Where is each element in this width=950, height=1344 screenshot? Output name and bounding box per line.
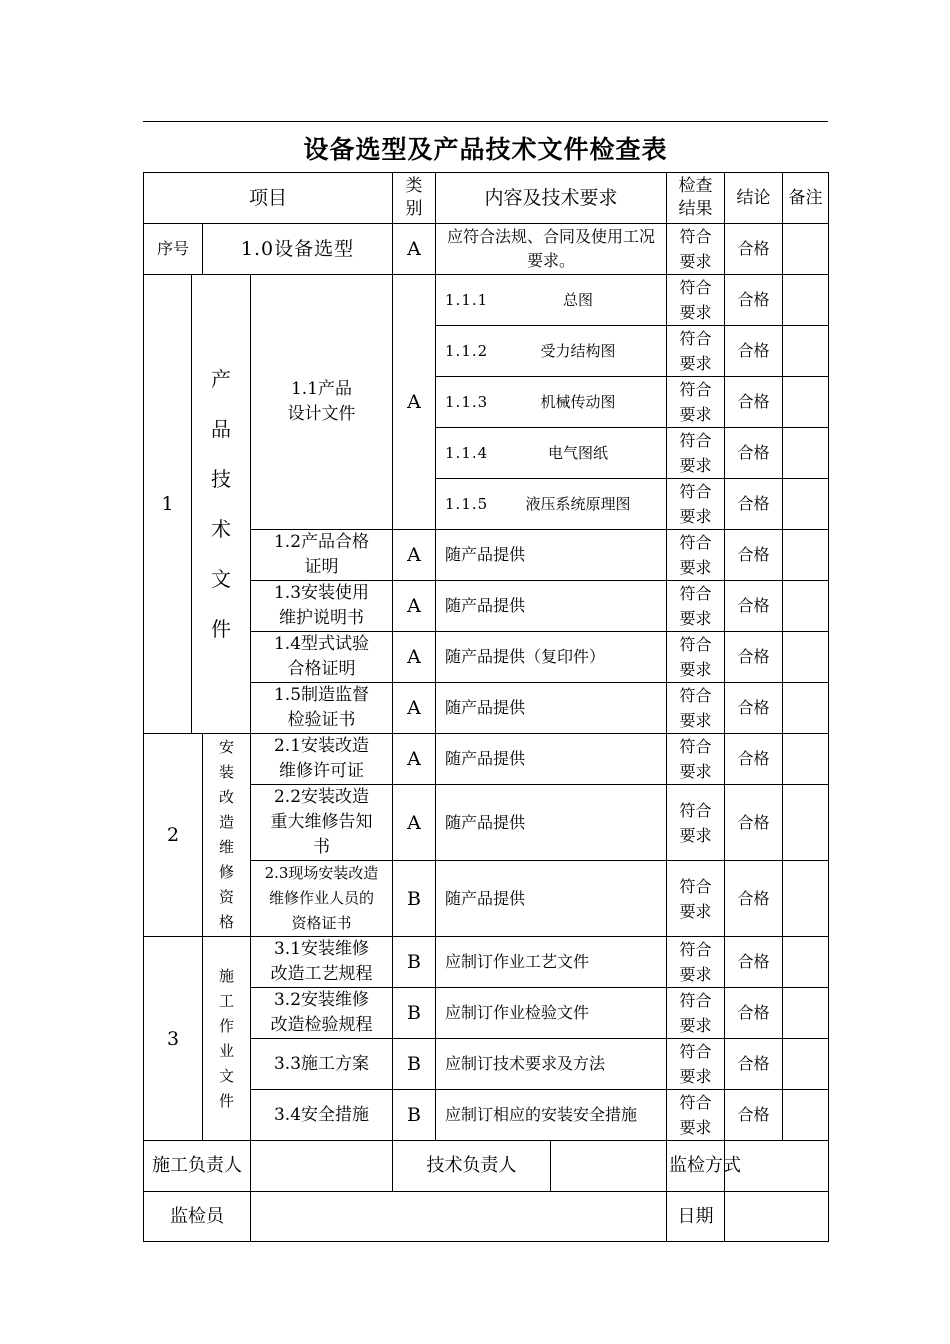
category-cell: A bbox=[393, 785, 436, 861]
category-cell: A bbox=[393, 530, 436, 581]
content-cell: 随产品提供 bbox=[436, 530, 667, 581]
item-name: 3.1安装维修改造工艺规程 bbox=[251, 937, 393, 988]
result-cell: 符合要求 bbox=[667, 326, 725, 377]
conclusion-cell: 合格 bbox=[725, 224, 783, 275]
content-cell: 随产品提供 bbox=[436, 861, 667, 937]
result-cell: 符合要求 bbox=[667, 734, 725, 785]
conclusion-cell: 合格 bbox=[725, 275, 783, 326]
remark-cell[interactable] bbox=[783, 275, 829, 326]
conclusion-cell: 合格 bbox=[725, 683, 783, 734]
header-category: 类别 bbox=[393, 173, 436, 224]
result-cell: 符合要求 bbox=[667, 479, 725, 530]
category-cell: A bbox=[393, 224, 436, 275]
item-name: 1.0设备选型 bbox=[203, 224, 393, 275]
technical-lead-label: 技术负责人 bbox=[393, 1141, 551, 1192]
remark-cell[interactable] bbox=[783, 683, 829, 734]
signature-row bbox=[144, 1141, 829, 1192]
item-name: 1.1产品设计文件 bbox=[251, 275, 393, 530]
content-cell: 应制订技术要求及方法 bbox=[436, 1039, 667, 1090]
group-name: 施工作业文件 bbox=[203, 937, 251, 1141]
result-cell: 符合要求 bbox=[667, 937, 725, 988]
content-cell: 随产品提供 bbox=[436, 581, 667, 632]
remark-cell[interactable] bbox=[783, 1090, 829, 1141]
result-cell: 符合要求 bbox=[667, 530, 725, 581]
date-label: 日期 bbox=[667, 1192, 725, 1242]
item-name: 2.1安装改造维修许可证 bbox=[251, 734, 393, 785]
remark-cell[interactable] bbox=[783, 632, 829, 683]
remark-cell[interactable] bbox=[783, 988, 829, 1039]
item-name: 2.2安装改造重大维修告知书 bbox=[251, 785, 393, 861]
conclusion-cell: 合格 bbox=[725, 734, 783, 785]
inspection-method-label: 监检方式 bbox=[667, 1141, 725, 1192]
result-cell: 符合要求 bbox=[667, 988, 725, 1039]
header-result: 检查结果 bbox=[667, 173, 725, 224]
table-row bbox=[144, 734, 829, 785]
table-row bbox=[144, 275, 829, 326]
category-cell: B bbox=[393, 1039, 436, 1090]
seq-label: 序号 bbox=[144, 224, 203, 275]
remark-cell[interactable] bbox=[783, 937, 829, 988]
remark-cell[interactable] bbox=[783, 581, 829, 632]
result-cell: 符合要求 bbox=[667, 1039, 725, 1090]
conclusion-cell: 合格 bbox=[725, 937, 783, 988]
conclusion-cell: 合格 bbox=[725, 479, 783, 530]
result-cell: 符合要求 bbox=[667, 1090, 725, 1141]
item-name: 2.3现场安装改造维修作业人员的资格证书 bbox=[251, 861, 393, 937]
category-cell: B bbox=[393, 988, 436, 1039]
remark-cell[interactable] bbox=[783, 428, 829, 479]
conclusion-cell: 合格 bbox=[725, 377, 783, 428]
technical-lead-field[interactable] bbox=[551, 1141, 667, 1192]
group-number: 3 bbox=[144, 937, 203, 1141]
header-conclusion: 结论 bbox=[725, 173, 783, 224]
signature-row bbox=[144, 1192, 829, 1242]
item-name: 1.5制造监督检验证书 bbox=[251, 683, 393, 734]
table-row bbox=[144, 224, 829, 275]
conclusion-cell: 合格 bbox=[725, 1039, 783, 1090]
conclusion-cell: 合格 bbox=[725, 326, 783, 377]
category-cell: A bbox=[393, 632, 436, 683]
construction-lead-field[interactable] bbox=[251, 1141, 393, 1192]
doc-cell: 1.1.5 液压系统原理图 bbox=[436, 479, 667, 530]
remark-cell[interactable] bbox=[783, 224, 829, 275]
result-cell: 符合要求 bbox=[667, 428, 725, 479]
inspection-table bbox=[143, 172, 829, 1242]
result-cell: 符合要求 bbox=[667, 377, 725, 428]
content-cell: 应制订作业工艺文件 bbox=[436, 937, 667, 988]
result-cell: 符合要求 bbox=[667, 224, 725, 275]
remark-cell[interactable] bbox=[783, 1039, 829, 1090]
item-name: 3.3施工方案 bbox=[251, 1039, 393, 1090]
group-number: 1 bbox=[144, 275, 192, 734]
item-name: 3.2安装维修改造检验规程 bbox=[251, 988, 393, 1039]
table-row bbox=[144, 937, 829, 988]
content-cell: 随产品提供（复印件） bbox=[436, 632, 667, 683]
remark-cell[interactable] bbox=[783, 530, 829, 581]
page-title: 设备选型及产品技术文件检查表 bbox=[303, 135, 668, 164]
header-row bbox=[144, 173, 829, 224]
group-name: 安装改造维修资格 bbox=[203, 734, 251, 937]
item-name: 1.4型式试验合格证明 bbox=[251, 632, 393, 683]
result-cell: 符合要求 bbox=[667, 861, 725, 937]
inspector-label: 监检员 bbox=[144, 1192, 251, 1242]
remark-cell[interactable] bbox=[783, 861, 829, 937]
group-name: 产品技术文件 bbox=[192, 275, 251, 734]
inspector-field[interactable] bbox=[251, 1192, 667, 1242]
top-rule bbox=[143, 121, 828, 122]
conclusion-cell: 合格 bbox=[725, 1090, 783, 1141]
content-cell: 应制订相应的安装安全措施 bbox=[436, 1090, 667, 1141]
category-cell: A bbox=[393, 275, 436, 530]
category-cell: B bbox=[393, 1090, 436, 1141]
item-name: 3.4安全措施 bbox=[251, 1090, 393, 1141]
content-cell: 应制订作业检验文件 bbox=[436, 988, 667, 1039]
remark-cell[interactable] bbox=[783, 377, 829, 428]
category-cell: B bbox=[393, 937, 436, 988]
result-cell: 符合要求 bbox=[667, 632, 725, 683]
category-cell: A bbox=[393, 683, 436, 734]
item-name: 1.3安装使用维护说明书 bbox=[251, 581, 393, 632]
conclusion-cell: 合格 bbox=[725, 861, 783, 937]
result-cell: 符合要求 bbox=[667, 785, 725, 861]
category-cell: A bbox=[393, 734, 436, 785]
conclusion-cell: 合格 bbox=[725, 428, 783, 479]
header-remark: 备注 bbox=[783, 173, 829, 224]
group-number: 2 bbox=[144, 734, 203, 937]
conclusion-cell: 合格 bbox=[725, 988, 783, 1039]
content-cell: 应符合法规、合同及使用工况要求。 bbox=[436, 224, 667, 275]
remark-cell[interactable] bbox=[783, 785, 829, 861]
category-cell: B bbox=[393, 861, 436, 937]
category-cell: A bbox=[393, 581, 436, 632]
conclusion-cell: 合格 bbox=[725, 581, 783, 632]
construction-lead-label: 施工负责人 bbox=[144, 1141, 251, 1192]
doc-cell: 1.1.3 机械传动图 bbox=[436, 377, 667, 428]
result-cell: 符合要求 bbox=[667, 581, 725, 632]
conclusion-cell: 合格 bbox=[725, 632, 783, 683]
content-cell: 随产品提供 bbox=[436, 785, 667, 861]
remark-cell[interactable] bbox=[783, 326, 829, 377]
result-cell: 符合要求 bbox=[667, 275, 725, 326]
content-cell: 随产品提供 bbox=[436, 683, 667, 734]
doc-cell: 1.1.2 受力结构图 bbox=[436, 326, 667, 377]
result-cell: 符合要求 bbox=[667, 683, 725, 734]
content-cell: 随产品提供 bbox=[436, 734, 667, 785]
doc-cell: 1.1.4 电气图纸 bbox=[436, 428, 667, 479]
header-content: 内容及技术要求 bbox=[436, 173, 667, 224]
item-name: 1.2产品合格证明 bbox=[251, 530, 393, 581]
doc-cell: 1.1.1 总图 bbox=[436, 275, 667, 326]
remark-cell[interactable] bbox=[783, 479, 829, 530]
conclusion-cell: 合格 bbox=[725, 530, 783, 581]
header-item: 项目 bbox=[144, 173, 393, 224]
remark-cell[interactable] bbox=[783, 734, 829, 785]
conclusion-cell: 合格 bbox=[725, 785, 783, 861]
date-field[interactable] bbox=[725, 1192, 829, 1242]
